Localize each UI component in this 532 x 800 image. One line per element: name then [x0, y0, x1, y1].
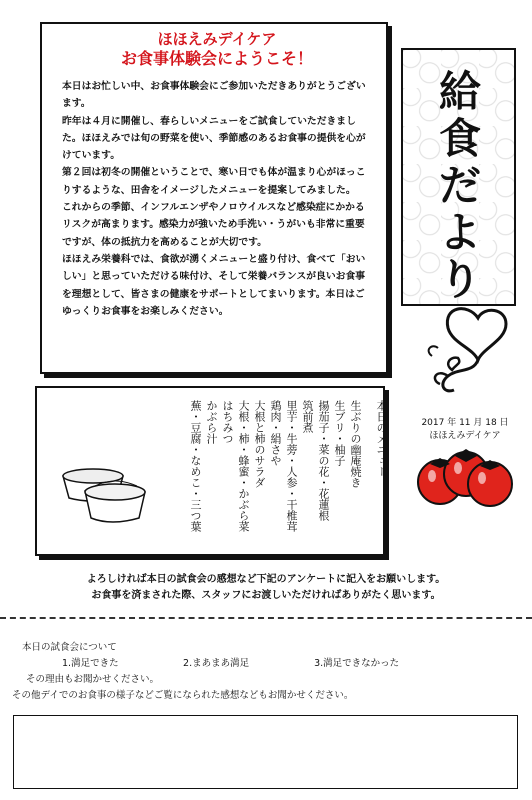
menu-item: 里芋・牛蒡・人参・干椎茸	[285, 400, 298, 532]
welcome-paragraph: 第２回は初冬の開催ということで、寒い日でも体が温まり心がほっこりするような、田舎をイメージしたメニューを提案してみました。	[62, 167, 366, 196]
cut-line-divider	[0, 617, 532, 619]
newsletter-title	[417, 68, 503, 303]
menu-item: 生ブリ・柚子	[333, 400, 346, 466]
welcome-paragraph: これからの季節、インフルエンザやノロウイルスなど感染症にかかるリスクが高まります。感染力が強いため手洗い・うがいも非常に重要ですが、体の抵抗力を高めることが大切です。	[62, 202, 365, 248]
survey-handover-note: お食事を済まされた際、スタッフにお渡しいただければありがたく思います。	[91, 590, 441, 601]
persimmon-illustration-icon	[410, 444, 520, 514]
survey-question-1: 本日の試食会について	[22, 642, 117, 653]
menu-list	[187, 400, 389, 552]
menu-item: 生ぶりの幽庵焼き	[349, 400, 362, 488]
survey-option-somewhat[interactable]: 2.まあまあ満足	[183, 658, 250, 669]
survey-options	[22, 656, 399, 672]
menu-item: 大根・柿・蜂蜜・かぶら菜	[237, 400, 250, 532]
menu-item: はちみつ	[221, 400, 234, 444]
comment-field[interactable]	[13, 715, 518, 789]
title-char: よ	[438, 208, 481, 257]
menu-heading: 本日のメニュー	[375, 400, 388, 477]
welcome-paragraph: 昨年は４月に開催し、春らしいメニューをご試食していただきました。ほほえみでは旬の野菜を使い、季節感のあるお食事の提供を心がけています。	[62, 115, 366, 162]
welcome-title	[62, 30, 372, 68]
welcome-paragraph: 本日はお忙しい中、お食事体験会にご参加いただきありがとうございます。	[62, 81, 366, 110]
heart-decoration-icon	[418, 298, 518, 398]
survey-request-note: よろしければ本日の試食会の感想など下記のアンケートに記入をお願いします。	[86, 574, 446, 585]
menu-item: かぶら汁	[205, 400, 218, 444]
survey-option-unsatisfied[interactable]: 3.満足できなかった	[314, 658, 400, 669]
date-text: 2017 年 11 月 18 日	[421, 418, 509, 428]
menu-item: 筑前煮	[301, 400, 314, 433]
title-char: り	[438, 255, 481, 304]
organization-name: ほほえみデイケア	[429, 431, 501, 441]
welcome-title-line2: お食事体験会にようこそ！	[120, 49, 313, 68]
menu-item: 大根と柿のサラダ	[253, 400, 266, 488]
welcome-body	[62, 78, 372, 320]
rice-bowls-icon	[51, 446, 161, 536]
survey-option-satisfied[interactable]: 1.満足できた	[62, 658, 119, 669]
survey-question-3: その他デイでのお食事の様子などご覧になられた感想などもお聞かせください。	[12, 690, 354, 701]
date-block	[410, 417, 520, 443]
welcome-box	[40, 22, 388, 374]
survey-section	[12, 640, 400, 704]
welcome-title-line1: ほほえみデイケア	[157, 30, 277, 48]
title-char: 食	[438, 114, 481, 163]
menu-box	[35, 386, 388, 556]
menu-item: 蕪・豆腐・なめこ・三つ葉	[189, 400, 202, 532]
menu-item: 揚茄子・菜の花・花蓮根	[317, 400, 330, 521]
title-char: 給	[438, 67, 481, 116]
menu-item: 鶏肉・絹さや	[269, 400, 282, 466]
title-char: だ	[438, 161, 481, 210]
welcome-paragraph: ほほえみ栄養科では、食欲が湧くメニューと盛り付け、食べて「おいしい」と思っていただける味付け、そして栄養バランスが良いお食事を理想として、皆さまの健康をサポートとしてまいります。本日はごゆっくりお食事をお楽しみください。	[62, 253, 366, 317]
survey-question-2: その理由もお聞かせください。	[26, 674, 160, 685]
newsletter-title-box	[401, 48, 516, 306]
